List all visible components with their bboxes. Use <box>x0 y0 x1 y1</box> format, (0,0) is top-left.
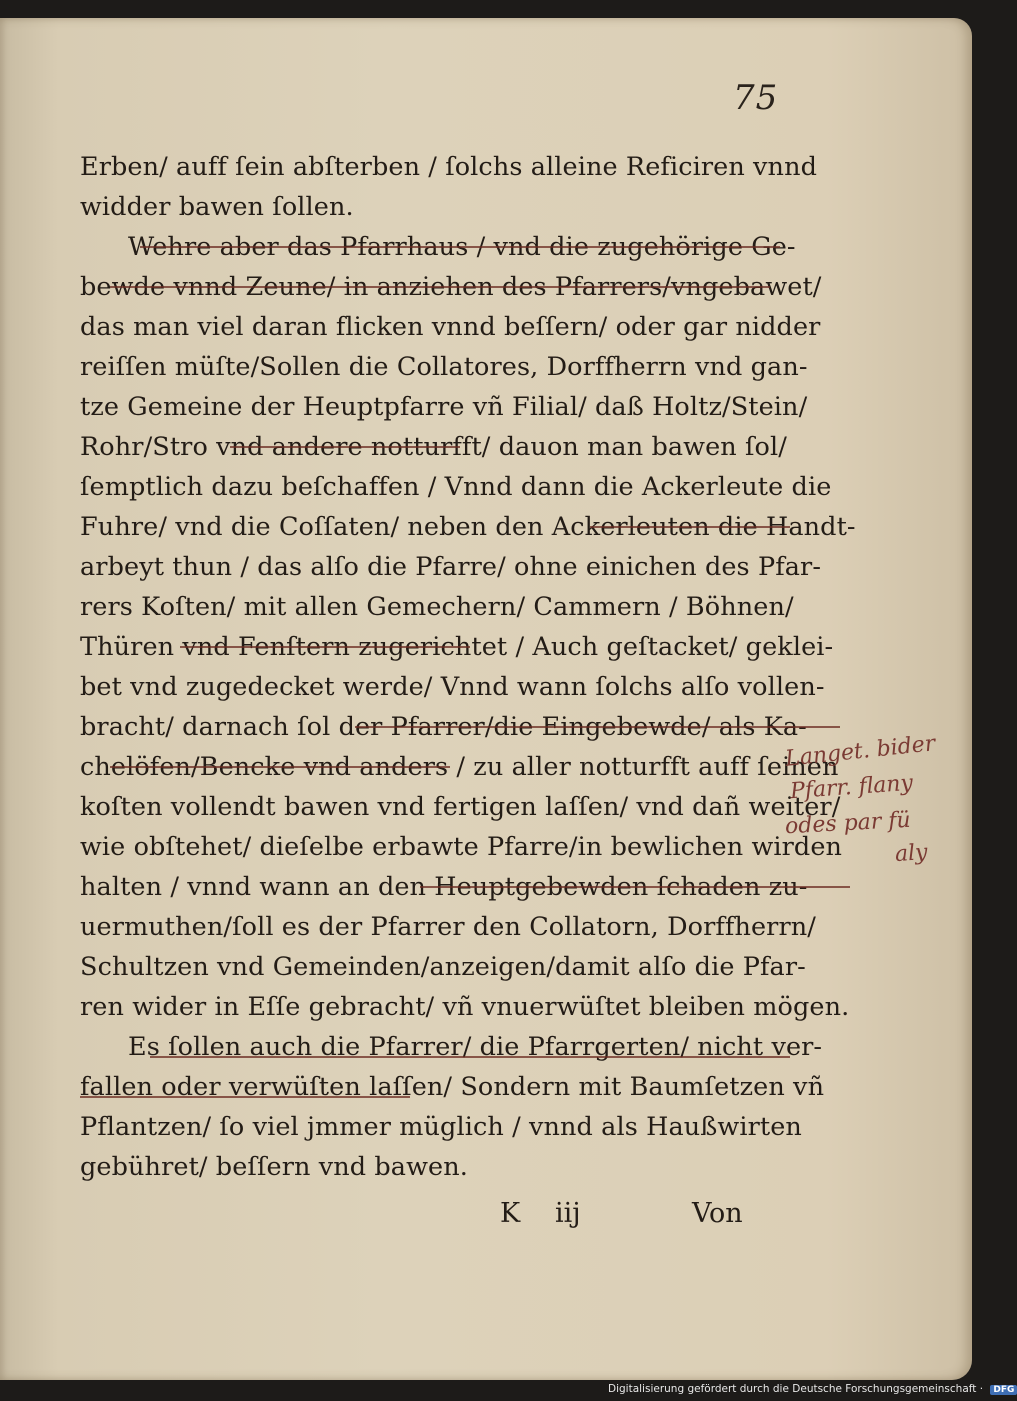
text-line: Pflantzen/ ſo viel jmmer müglich / vnnd als Haußwirten <box>80 1112 802 1142</box>
underline-mark <box>590 526 790 528</box>
text-line: fallen oder verwüſten laſſen/ Sondern mit Baumſetzen vñ <box>80 1072 825 1102</box>
text-line: halten / vnnd wann an den Heuptgebewden ſchaden zu- <box>80 872 808 902</box>
underline-mark <box>180 646 470 648</box>
text-line: rers Koſten/ mit allen Gemechern/ Cammern / Böhnen/ <box>80 592 794 622</box>
underline-mark <box>140 246 780 248</box>
text-line: arbeyt thun / das alſo die Pfarre/ ohne einichen des Pfar- <box>80 552 822 582</box>
margin-annotation: aly <box>894 839 929 868</box>
book-page <box>0 18 972 1380</box>
text-line: widder bawen ſollen. <box>80 192 354 222</box>
signature-mark: K <box>500 1198 521 1229</box>
text-line: wie obſtehet/ dieſelbe erbawte Pfarre/in bewlichen wirden <box>80 832 843 862</box>
text-line: Erben/ auff ſein abſterben / ſolchs alleine Reficiren vnnd <box>80 152 818 182</box>
credit-text: Digitalisierung gefördert durch die Deutsche Forschungsgemeinschaft · <box>608 1383 984 1395</box>
text-line: bracht/ darnach ſol der Pfarrer/die Eingebewde/ als Ka- <box>80 712 807 742</box>
text-line: gebühret/ beſſern vnd bawen. <box>80 1152 468 1182</box>
page-number: 75 <box>733 78 779 118</box>
dfg-logo: DFG <box>990 1385 1017 1395</box>
text-line: das man viel daran flicken vnnd beſſern/ oder gar nidder <box>80 312 821 342</box>
text-line: uermuthen/ſoll es der Pfarrer den Collatorn, Dorffherrn/ <box>80 912 816 942</box>
text-line: reiſſen müſte/Sollen die Collatores, Dorffherrn vnd gan- <box>80 352 808 382</box>
text-line: tze Gemeine der Heuptpfarre vñ Filial/ daß Holtz/Stein/ <box>80 392 808 422</box>
margin-annotation: odes par fü <box>784 807 912 840</box>
underline-mark <box>80 1096 410 1098</box>
text-line: Schultzen vnd Gemeinden/anzeigen/damit alſo die Pfar- <box>80 952 806 982</box>
text-line: Fuhre/ vnd die Coſſaten/ neben den Ackerleuten die Handt- <box>80 512 856 542</box>
text-line: bet vnd zugedecket werde/ Vnnd wann ſolchs alſo vollen- <box>80 672 825 702</box>
text-line: Rohr/Stro vnd andere notturfft/ dauon man bawen ſol/ <box>80 432 787 462</box>
text-line: ren wider in Eſſe gebracht/ vñ vnuerwüſtet bleiben mögen. <box>80 992 850 1022</box>
text-line: Wehre aber das Pfarrhaus / vnd die zugehörige Ge- <box>128 232 796 262</box>
underline-mark <box>355 726 840 728</box>
text-line: chelöfen/Bencke vnd anders / zu aller notturfft auff ſeinen <box>80 752 839 782</box>
text-line: Thüren vnd Fenſtern zugerichtet / Auch geſtacket/ geklei- <box>80 632 834 662</box>
underline-mark <box>110 766 450 768</box>
underline-mark <box>110 286 770 288</box>
signature-number: iij <box>555 1198 581 1229</box>
underline-mark <box>420 886 850 888</box>
catchword: Von <box>692 1198 743 1229</box>
text-line: bewde vnnd Zeune/ in anziehen des Pfarrers/vngebawet/ <box>80 272 822 302</box>
digitization-credit <box>608 1383 1017 1395</box>
text-line: koſten vollendt bawen vnd fertigen laſſen/ vnd dañ weiter/ <box>80 792 841 822</box>
margin-annotation: Pfarr. flany <box>789 770 914 805</box>
text-line: Es ſollen auch die Pfarrer/ die Pfarrgerten/ nicht ver- <box>128 1032 823 1062</box>
text-line: ſemptlich dazu beſchaffen / Vnnd dann die Ackerleute die <box>80 472 832 502</box>
underline-mark <box>230 446 460 448</box>
underline-mark <box>150 1056 790 1058</box>
margin-annotation: Langet. bider <box>784 731 937 772</box>
